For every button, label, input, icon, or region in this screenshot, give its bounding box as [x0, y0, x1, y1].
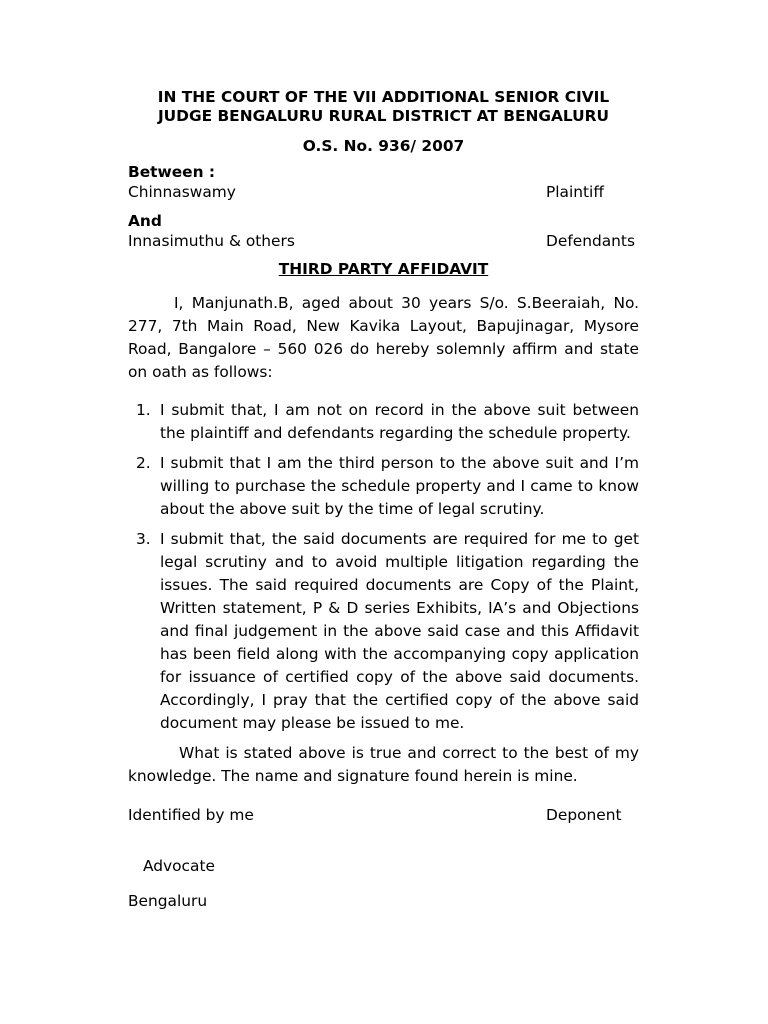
case-number: O.S. No. 936/ 2007 [302, 137, 465, 155]
affidavit-title: THIRD PARTY AFFIDAVIT [278, 260, 489, 278]
advocate-label: Advocate [143, 857, 215, 876]
point-text: I submit that, the said documents are required for me to get legal scrutiny and to avoid multiple litigation regarding the issues. The said required documents are Copy of the Plaint, Written statement, P & D series Exhibits, IA’s and Objections and final judgement in the above said case and this Affidavit has been field along with the accompanying copy application for issuance of certified copy of the above said documents. Accordingly, I pray that the certified copy of the above said document may please be issued to me. [160, 530, 639, 733]
between-label: Between : [128, 163, 216, 181]
plaintiff-name: Chinnaswamy [128, 183, 236, 201]
list-item [128, 528, 639, 735]
plaintiff-role: Plaintiff [546, 183, 604, 201]
intro-paragraph: I, Manjunath.B, aged about 30 years S/o. S.Beeraiah, No. 277, 7th Main Road, New Kavika Layout, Bapujinagar, Mysore Road, Bangalore – 560 026 do hereby solemnly affirm and state on oath as follows: [128, 294, 639, 381]
signature-row [128, 805, 639, 825]
defendant-row [128, 231, 639, 251]
plaintiff-row [128, 182, 639, 202]
deponent-label: Deponent [546, 806, 622, 825]
closing-paragraph: What is stated above is true and correct to the best of my knowledge. The name and signature found herein is mine. [128, 744, 639, 786]
point-text: I submit that I am the third person to the above suit and I’m willing to purchase the schedule property and I came to know about the above suit by the time of legal scrutiny. [160, 454, 639, 519]
place-label: Bengaluru [128, 892, 208, 911]
list-item [128, 452, 639, 521]
affidavit-document [128, 88, 639, 911]
court-title [128, 88, 639, 126]
point-number: 2. [136, 454, 151, 473]
point-number: 3. [136, 530, 151, 549]
defendant-name: Innasimuthu & others [128, 232, 295, 250]
court-title-line-2: JUDGE BENGALURU RURAL DISTRICT AT BENGALURU [157, 107, 610, 125]
and-label: And [128, 212, 162, 230]
affidavit-points [128, 399, 639, 735]
defendant-role: Defendants [546, 232, 635, 250]
court-title-line-1: IN THE COURT OF THE VII ADDITIONAL SENIOR CIVIL [157, 88, 610, 106]
list-item [128, 399, 639, 445]
point-number: 1. [136, 401, 151, 420]
point-text: I submit that, I am not on record in the above suit between the plaintiff and defendants regarding the schedule property. [160, 401, 639, 443]
identified-by-label: Identified by me [128, 806, 254, 825]
